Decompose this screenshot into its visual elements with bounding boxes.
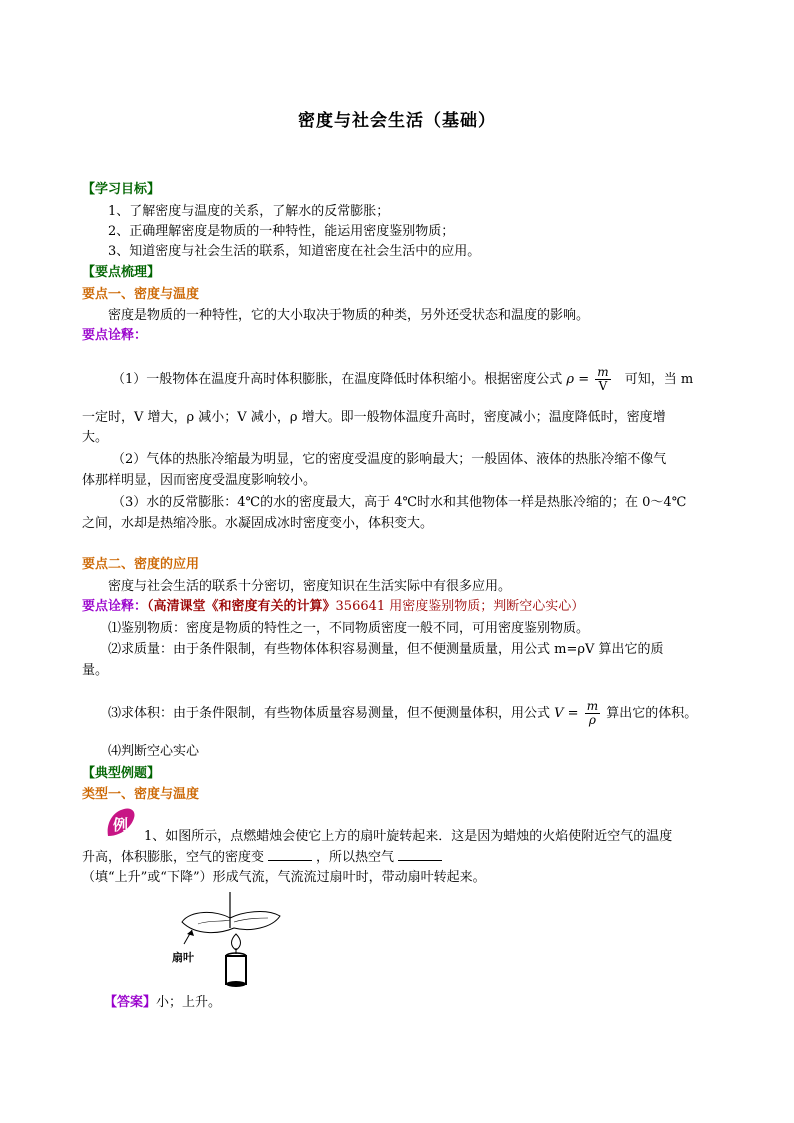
goal-item-1: 1、了解密度与温度的关系，了解水的反常膨胀； xyxy=(108,204,390,219)
point1-para1-line2: 一定时，V 增大，ρ 减小；V 减小，ρ 增大。即一般物体温度升高时，密度减小；温度降低时，密度增 xyxy=(82,410,666,425)
item3-text-b: 算出它的体积。 xyxy=(606,706,698,721)
q1-text-b2: ，所以热空气 xyxy=(316,850,395,865)
point1-explain-label: 要点诠释： xyxy=(82,328,148,343)
volume-formula-fraction xyxy=(585,700,600,727)
point2-explain-label: 要点诠释： xyxy=(82,599,148,614)
question1-line1: 1、如图所示，点燃蜡烛会使它上方的扇叶旋转起来．这是因为蜡烛的火焰使附近空气的温度 xyxy=(144,829,673,844)
goal-item-3: 3、知道密度与社会生活的联系，知道密度在社会生活中的应用。 xyxy=(108,244,481,259)
examples-heading: 【典型例题】 xyxy=(82,766,161,781)
item3-text-a: ⑶求体积：由于条件限制，有些物体质量容易测量，但不便测量体积，用公式 xyxy=(108,706,551,721)
fan-blade-label: 扇叶 xyxy=(172,951,194,964)
point1-intro: 密度是物质的一种特性，它的大小取决于物质的种类，另外还受状态和温度的影响。 xyxy=(108,308,590,323)
point1-para1-line1 xyxy=(112,366,693,393)
badge-text: 例 xyxy=(113,816,129,834)
point2-intro: 密度与社会生活的联系十分密切，密度知识在生活实际中有很多应用。 xyxy=(108,579,512,594)
point1-para2-line2: 体那样明显，因而密度受温度影响较小。 xyxy=(82,473,317,488)
candle-fan-figure xyxy=(168,888,288,988)
answer-label: 【答案】 xyxy=(104,995,157,1010)
point2-explain-ref: （高清课堂《和密度有关的计算》 xyxy=(147,599,336,614)
formula-denominator: V xyxy=(598,379,608,393)
blank-1[interactable] xyxy=(268,848,312,861)
para1-text-b: 可知，当 m xyxy=(624,372,694,387)
point2-item2-line2: 量。 xyxy=(82,663,109,678)
learning-goals-heading: 【学习目标】 xyxy=(82,182,161,197)
point2-explain-ref-tail: 356641 用密度鉴别物质；判断空心实心） xyxy=(335,599,585,614)
point2-item3 xyxy=(108,700,697,727)
density-formula-lhs: ρ = xyxy=(566,372,590,387)
point2-item1: ⑴鉴别物质：密度是物质的特性之一，不同物质密度一般不同，可用密度鉴别物质。 xyxy=(108,621,590,636)
question1-line3: （填“上升”或“下降”）形成气流，气流流过扇叶时，带动扇叶转起来。 xyxy=(82,870,486,885)
blank-2[interactable] xyxy=(398,848,442,861)
point2-item4: ⑷判断空心实心 xyxy=(108,744,200,759)
volume-formula-lhs: V = xyxy=(554,706,579,721)
point1-heading: 要点一、密度与温度 xyxy=(82,287,200,302)
volume-formula-numerator: m xyxy=(586,699,599,713)
point1-para1-line3: 大。 xyxy=(82,430,109,445)
point1-para3-line2: 之间，水却是热缩冷胀。水凝固成冰时密度变小，体积变大。 xyxy=(82,516,434,531)
para1-text-a: （1）一般物体在温度升高时体积膨胀，在温度降低时体积缩小。根据密度公式 xyxy=(112,372,563,387)
q1-text-b1: 升高，体积膨胀，空气的密度变 xyxy=(82,850,265,865)
point2-item2-line1: ⑵求质量：由于条件限制，有些物体体积容易测量，但不便测量质量，用公式 m=ρV 算出它的质 xyxy=(108,642,664,657)
question1-line2 xyxy=(82,848,446,868)
density-formula-fraction xyxy=(595,366,610,393)
page-title: 密度与社会生活（基础） xyxy=(298,111,496,131)
example-badge-icon xyxy=(104,806,138,840)
key-points-heading: 【要点梳理】 xyxy=(82,265,161,280)
answer-line xyxy=(104,993,221,1013)
goal-item-2: 2、正确理解密度是物质的一种特性，能运用密度鉴别物质； xyxy=(108,224,455,239)
point2-heading: 要点二、密度的应用 xyxy=(82,557,200,572)
point2-explain-line xyxy=(82,597,584,617)
point1-para2-line1: （2）气体的热胀冷缩最为明显，它的密度受温度的影响最大；一般固体、液体的热胀冷缩不像气 xyxy=(112,452,667,467)
formula-numerator: m xyxy=(597,365,609,379)
volume-formula-denominator: ρ xyxy=(588,713,596,727)
example-type1-heading: 类型一、密度与温度 xyxy=(82,787,200,802)
answer-text: 小；上升。 xyxy=(156,995,222,1010)
point1-para3-line1: （3）水的反常膨胀：4℃的水的密度最大，高于 4℃时水和其他物体一样是热胀冷缩的；在 0～4℃ xyxy=(112,495,687,510)
